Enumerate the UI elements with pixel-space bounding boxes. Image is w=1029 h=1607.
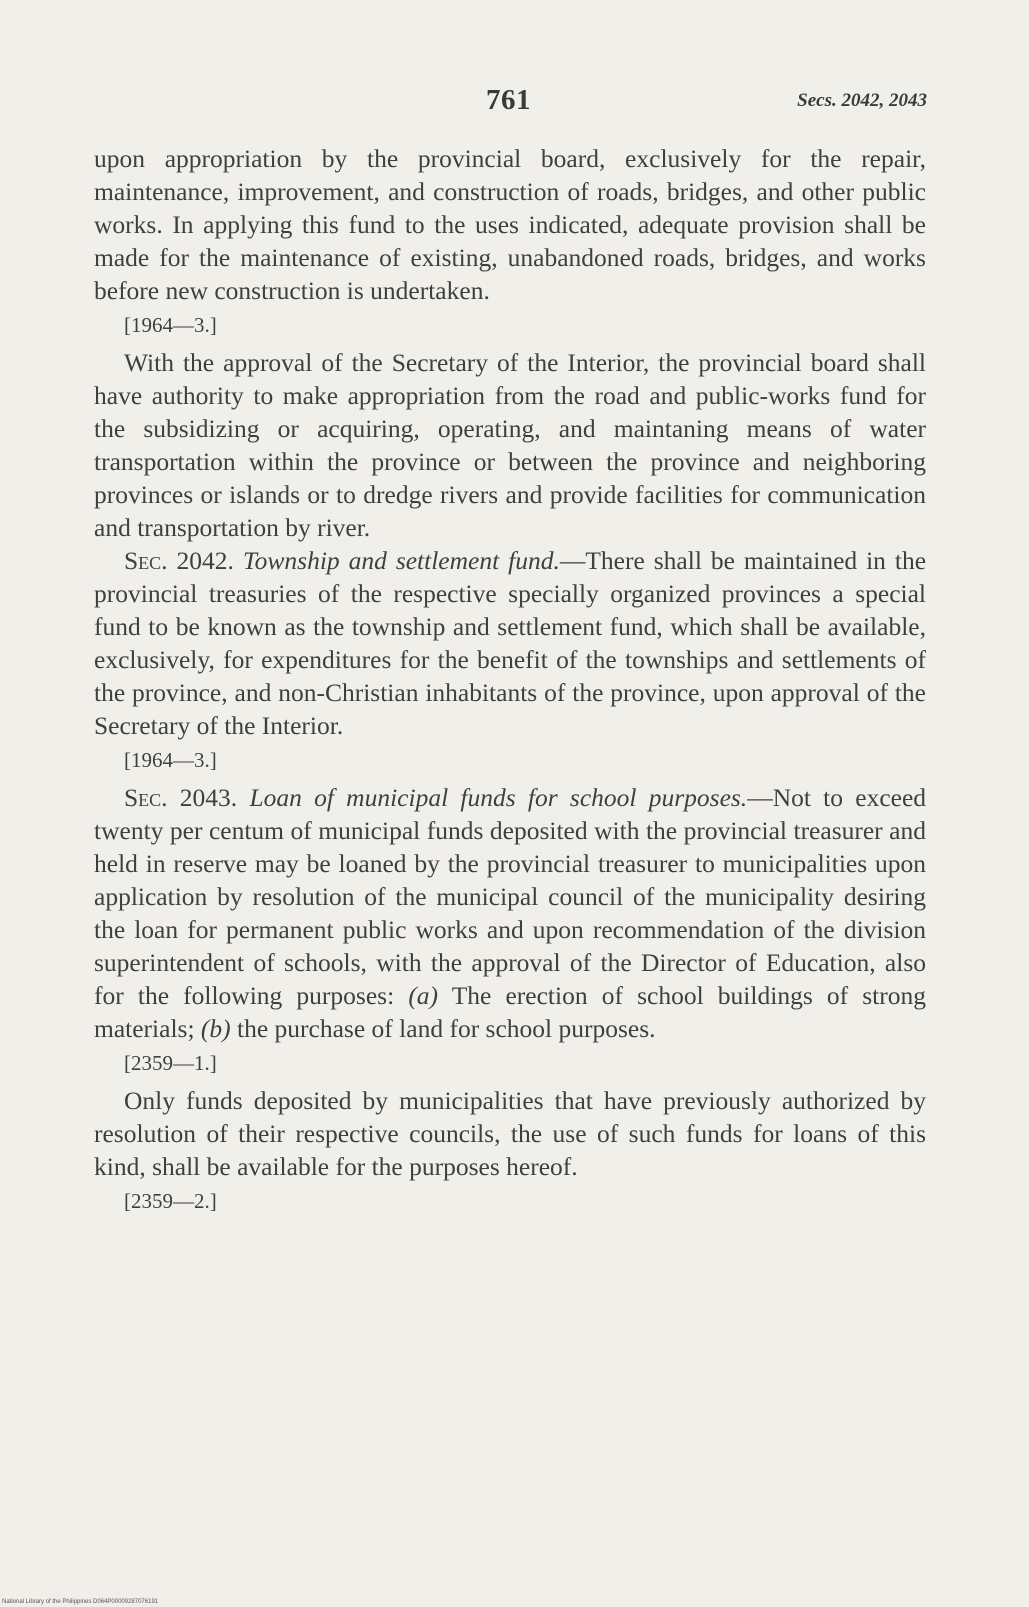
clause-a-text: The erection of school buildings of strong materials; [94, 981, 926, 1043]
section-title: Loan of municipal funds for school purposes. [249, 783, 748, 812]
paragraph-funds-available: Only funds deposited by municipalities that have previously authorized by resolution of their respective councils, the use of such funds for loans of this kind, shall be available for the purposes hereof. [94, 1086, 926, 1181]
section-text: —There shall be maintained in the provincial treasuries of the respective specially organized provinces a special fund to be known as the township and settlement fund, which shall be available, exclusively, for expenditures for the benefit of the townships and settlements of the province, and non-Christian inhabitants of the province, upon approval of the Secretary of the Interior. [94, 546, 927, 740]
running-head: Secs. 2042, 2043 [797, 90, 927, 111]
clause-mark-a: (a) [408, 981, 439, 1010]
section-2043 [94, 781, 926, 1045]
section-2042 [94, 544, 926, 742]
citation: [2359—2.] [124, 1189, 217, 1213]
section-label: Sec. 2042. [124, 546, 234, 575]
paragraph-continuation: upon appropriation by the provincial board, exclusively for the repair, maintenance, improvement, and construction of roads, bridges, and other public works. In applying this fund to the uses indicated, adequate provision shall be made for the maintenance of existing, unabandoned roads, bridges, and works before new construction is undertaken. [94, 144, 926, 305]
clause-mark-b: (b) [200, 1014, 231, 1043]
citation: [2359—1.] [124, 1051, 217, 1075]
section-label: Sec. 2043. [124, 783, 238, 812]
paragraph-water-transportation: With the approval of the Secretary of the Interior, the provincial board shall have authority to make appropriation from the road and public-works fund for the subsidizing or acquiring, operating, and maintaning means of water transportation within the province or between the province and neighboring provinces or islands or to dredge rivers and provide facilities for communication and transportation by river. [94, 348, 926, 542]
citation: [1964—3.] [124, 748, 217, 772]
citation: [1964—3.] [124, 313, 217, 337]
clause-b-text: the purchase of land for school purposes. [230, 1014, 656, 1043]
page-body [94, 142, 926, 1222]
section-text: —Not to exceed twenty per centum of municipal funds deposited with the provincial treasurer and held in reserve may be loaned by the provincial treasurer to municipalities upon application by resolution of the municipal council of the municipality desiring the loan for permanent public works and upon recommendation of the division superintendent of schools, with the approval of the Director of Education, also for the following purposes: [94, 783, 927, 1010]
page-header [0, 84, 1029, 124]
page-number: 761 [486, 84, 531, 116]
section-title: Township and settlement fund. [242, 546, 560, 575]
scan-footer: National Library of the Philippines D064P00009287076191 [2, 1599, 159, 1605]
